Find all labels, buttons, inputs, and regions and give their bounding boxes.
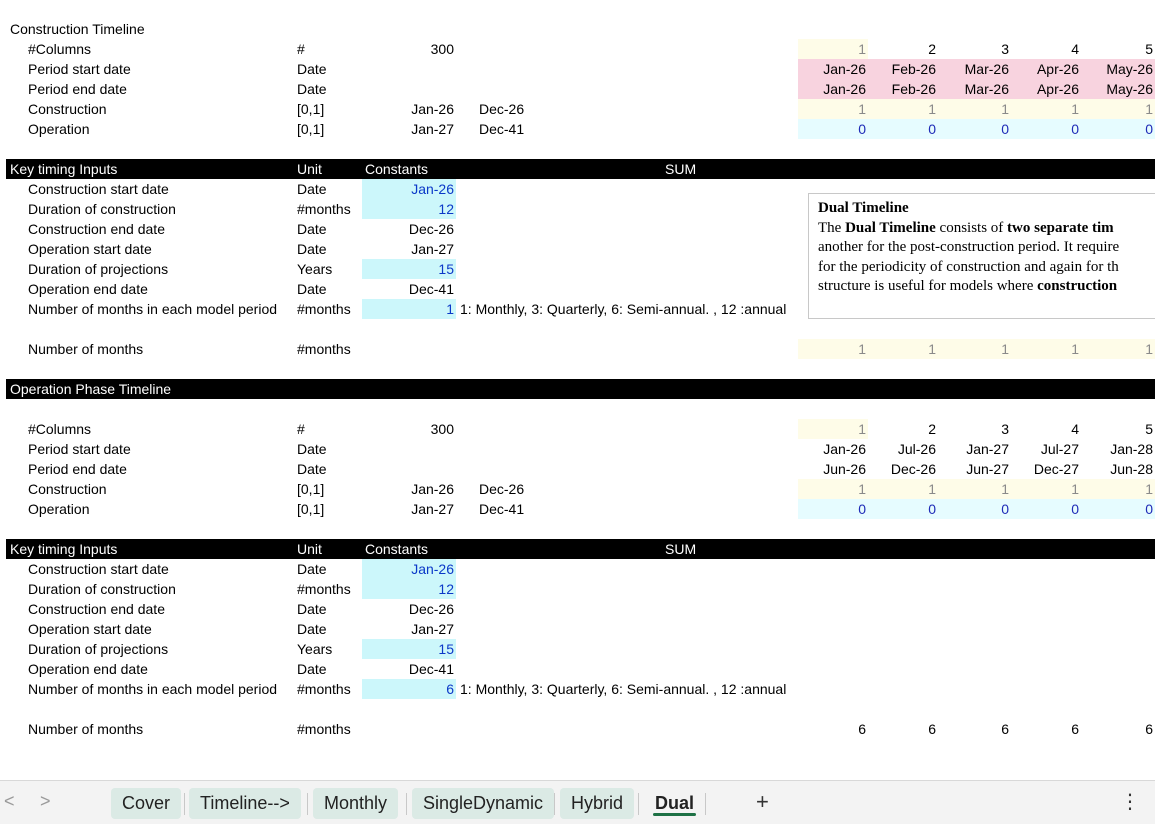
tab-dual-label: Dual xyxy=(655,793,695,813)
period-cell[interactable]: Jan-28 xyxy=(1110,441,1153,457)
row-label[interactable]: Duration of projections xyxy=(28,641,169,657)
row-label[interactable]: Period end date xyxy=(28,461,127,477)
period-cell[interactable]: Jan-27 xyxy=(966,441,1009,457)
timeline-row xyxy=(0,79,1155,99)
header-constants[interactable]: Constants xyxy=(365,161,429,177)
row-label[interactable]: Construction end date xyxy=(28,221,165,237)
period-note[interactable]: 1: Monthly, 3: Quarterly, 6: Semi-annual. , 12 :annual xyxy=(460,301,787,317)
period-cell[interactable]: May-26 xyxy=(1081,79,1155,99)
sheet-tab-bar xyxy=(0,780,1155,824)
tab-divider xyxy=(307,793,308,815)
period-cell[interactable]: 1 xyxy=(798,479,868,499)
row-unit[interactable]: Date xyxy=(297,441,327,457)
row-unit[interactable]: [0,1] xyxy=(297,501,325,517)
period-cell[interactable]: Feb-26 xyxy=(868,59,938,79)
comment-text: consists of xyxy=(935,219,1008,236)
calc-cell[interactable]: Dec-41 xyxy=(408,661,454,677)
row-label[interactable]: Period end date xyxy=(28,81,127,97)
input-cell[interactable]: 12 xyxy=(362,199,456,219)
period-cell[interactable]: 1 xyxy=(868,479,938,499)
tab-divider xyxy=(705,793,706,815)
row-unit[interactable]: #months xyxy=(297,201,351,217)
row-label[interactable]: Operation end date xyxy=(28,661,148,677)
constant-cell[interactable] xyxy=(362,459,454,479)
period-cell[interactable]: 1 xyxy=(938,479,1011,499)
constant-cell[interactable]: 300 xyxy=(430,421,454,437)
timeline-row xyxy=(0,499,1155,519)
comment-text-bold: two separate tim xyxy=(1007,219,1114,236)
comment-text: structure is useful for models where xyxy=(818,278,1038,294)
dual-timeline-comment[interactable] xyxy=(808,193,1155,319)
tab-divider xyxy=(638,793,639,815)
period-cell[interactable]: 0 xyxy=(938,119,1011,139)
period-cell[interactable]: 6 xyxy=(928,721,936,737)
constant-cell[interactable]: 300 xyxy=(430,41,454,57)
row-label[interactable]: Duration of construction xyxy=(28,201,176,217)
number-of-months-row xyxy=(0,339,1155,359)
tab-timeline[interactable]: Timeline--> xyxy=(189,788,301,819)
section-title[interactable]: Construction Timeline xyxy=(10,21,145,37)
header-sum[interactable]: SUM xyxy=(665,161,697,177)
period-cell[interactable]: 4 xyxy=(1071,421,1079,437)
comment-text-bold: Dual Timeline xyxy=(845,219,936,236)
period-cell[interactable]: 1 xyxy=(868,99,938,119)
tab-divider xyxy=(554,793,555,815)
period-cell[interactable]: 6 xyxy=(1145,721,1153,737)
period-note[interactable]: 1: Monthly, 3: Quarterly, 6: Semi-annual. , 12 :annual xyxy=(460,681,787,697)
row-unit[interactable]: Date xyxy=(297,221,327,237)
period-cell[interactable]: 0 xyxy=(868,499,938,519)
header-unit[interactable]: Unit xyxy=(297,541,322,557)
key-timing-header xyxy=(6,159,1155,179)
header-label[interactable]: Key timing Inputs xyxy=(10,161,118,177)
row-label[interactable]: Number of months xyxy=(28,721,144,737)
input-cell[interactable]: Jan-26 xyxy=(362,559,456,579)
operation-phase-header xyxy=(6,379,1155,399)
period-cell[interactable]: 0 xyxy=(938,499,1011,519)
key-timing-row xyxy=(0,579,1155,599)
row-unit[interactable]: [0,1] xyxy=(297,101,325,117)
constant-cell[interactable]: Jan-27 xyxy=(411,121,454,137)
constant-cell[interactable]: Jan-26 xyxy=(411,481,454,497)
key-timing-row xyxy=(0,599,1155,619)
period-cell[interactable]: Jan-26 xyxy=(798,59,868,79)
row-label[interactable]: Construction xyxy=(28,481,107,497)
row-label[interactable]: Operation end date xyxy=(28,281,148,297)
timeline-row xyxy=(0,99,1155,119)
row-unit[interactable]: Date xyxy=(297,181,327,197)
key-timing-row xyxy=(0,659,1155,679)
period-cell[interactable]: 5 xyxy=(1145,41,1153,57)
tab-monthly[interactable]: Monthly xyxy=(313,788,398,819)
period-cell[interactable]: 0 xyxy=(1011,119,1081,139)
period-cell[interactable]: Jul-26 xyxy=(897,441,936,457)
period-cell[interactable]: Jan-26 xyxy=(798,79,868,99)
input-cell[interactable]: 15 xyxy=(362,259,456,279)
active-tab-underline xyxy=(653,813,696,816)
period-cell[interactable]: 3 xyxy=(1001,421,1009,437)
row-unit[interactable]: Years xyxy=(297,641,333,657)
calc-cell[interactable]: Jan-27 xyxy=(411,241,454,257)
tab-singledynamic[interactable]: SingleDynamic xyxy=(412,788,554,819)
row-label[interactable]: Construction start date xyxy=(28,561,169,577)
period-cell[interactable]: 1 xyxy=(938,339,1011,359)
row-label[interactable]: Construction end date xyxy=(28,601,165,617)
row-unit[interactable]: #months xyxy=(297,681,351,697)
period-cell[interactable]: Mar-26 xyxy=(938,59,1011,79)
key-timing-row xyxy=(0,639,1155,659)
end-cell[interactable]: Dec-41 xyxy=(479,121,525,137)
period-cell[interactable]: 0 xyxy=(1081,119,1155,139)
row-label[interactable]: #Columns xyxy=(28,421,92,437)
row-unit[interactable]: # xyxy=(297,421,305,437)
tab-cover[interactable]: Cover xyxy=(111,788,181,819)
period-cell[interactable]: Mar-26 xyxy=(938,79,1011,99)
row-label[interactable]: Number of months in each model period xyxy=(28,301,278,317)
period-cell[interactable]: May-26 xyxy=(1081,59,1155,79)
input-cell[interactable]: 15 xyxy=(362,639,456,659)
row-unit[interactable]: Date xyxy=(297,561,327,577)
timeline-row xyxy=(0,39,1155,59)
row-label[interactable]: Period start date xyxy=(28,441,131,457)
section-title[interactable]: Operation Phase Timeline xyxy=(10,381,172,397)
row-label[interactable]: Construction start date xyxy=(28,181,169,197)
period-cell[interactable]: Jun-28 xyxy=(1110,461,1153,477)
row-unit[interactable]: #months xyxy=(297,581,351,597)
period-cell[interactable]: 2 xyxy=(928,421,936,437)
timeline-row xyxy=(0,459,1155,479)
period-cell[interactable]: Dec-26 xyxy=(890,461,936,477)
row-unit[interactable]: [0,1] xyxy=(297,121,325,137)
timeline-row xyxy=(0,419,1155,439)
number-of-months-row-2 xyxy=(0,719,1155,739)
row-label[interactable]: Duration of construction xyxy=(28,581,176,597)
key-timing-row xyxy=(0,559,1155,579)
row-label[interactable]: Duration of projections xyxy=(28,261,169,277)
period-cell[interactable]: 2 xyxy=(928,41,936,57)
period-cell[interactable]: 1 xyxy=(1011,479,1081,499)
key-timing-row xyxy=(0,679,1155,699)
period-cell[interactable]: 1 xyxy=(798,419,868,439)
add-sheet-icon[interactable]: + xyxy=(756,789,769,814)
period-cell[interactable]: Jun-27 xyxy=(966,461,1009,477)
header-unit[interactable]: Unit xyxy=(297,161,322,177)
input-cell[interactable]: 12 xyxy=(362,579,456,599)
row-unit[interactable]: Date xyxy=(297,601,327,617)
calc-cell[interactable]: Dec-26 xyxy=(408,601,454,617)
period-cell[interactable]: 6 xyxy=(1071,721,1079,737)
input-cell[interactable]: 6 xyxy=(362,679,456,699)
period-cell[interactable]: 1 xyxy=(1011,339,1081,359)
period-cell[interactable]: Feb-26 xyxy=(868,79,938,99)
row-label[interactable]: Number of months xyxy=(28,341,144,357)
period-cell[interactable]: Dec-27 xyxy=(1033,461,1079,477)
timeline-row xyxy=(0,59,1155,79)
timeline-row xyxy=(0,119,1155,139)
more-options-icon[interactable]: ⋮ xyxy=(1120,791,1140,813)
row-label[interactable]: #Columns xyxy=(28,41,92,57)
period-cell[interactable]: 3 xyxy=(1001,41,1009,57)
period-cell[interactable]: 1 xyxy=(1081,479,1155,499)
period-cell[interactable]: 1 xyxy=(1081,99,1155,119)
row-unit[interactable]: Date xyxy=(297,241,327,257)
row-unit[interactable]: Date xyxy=(297,81,327,97)
comment-title: Dual Timeline xyxy=(818,200,909,216)
period-cell[interactable]: 5 xyxy=(1145,421,1153,437)
row-label[interactable]: Construction xyxy=(28,101,107,117)
period-cell[interactable]: 1 xyxy=(798,339,868,359)
period-cell[interactable]: 1 xyxy=(1081,339,1155,359)
row-unit[interactable]: #months xyxy=(297,301,351,317)
period-cell[interactable]: 0 xyxy=(1081,499,1155,519)
period-cell[interactable]: 0 xyxy=(798,119,868,139)
key-timing-header-2 xyxy=(6,539,1155,559)
period-cell[interactable]: 1 xyxy=(798,39,868,59)
calc-cell[interactable]: Jan-27 xyxy=(411,621,454,637)
tab-divider xyxy=(184,793,185,815)
period-cell[interactable]: 1 xyxy=(938,99,1011,119)
row-unit[interactable]: Date xyxy=(297,461,327,477)
construction-timeline-title-row xyxy=(0,19,1155,39)
period-cell[interactable]: 1 xyxy=(1011,99,1081,119)
header-sum[interactable]: SUM xyxy=(665,541,697,557)
timeline-row xyxy=(0,439,1155,459)
row-unit[interactable]: Date xyxy=(297,621,327,637)
row-unit[interactable]: [0,1] xyxy=(297,481,325,497)
row-label[interactable]: Operation start date xyxy=(28,241,152,257)
period-cell[interactable]: 1 xyxy=(868,339,938,359)
comment-text: another for the post-construction period. It require xyxy=(818,239,1120,255)
header-constants[interactable]: Constants xyxy=(365,541,429,557)
constant-cell[interactable]: Jan-27 xyxy=(411,501,454,517)
constant-cell[interactable] xyxy=(362,59,454,79)
period-cell[interactable]: 0 xyxy=(798,499,868,519)
period-cell[interactable]: Apr-26 xyxy=(1011,59,1081,79)
constant-cell[interactable]: Jan-26 xyxy=(411,101,454,117)
end-cell[interactable]: Dec-26 xyxy=(479,481,525,497)
constant-cell[interactable] xyxy=(362,79,454,99)
constant-cell[interactable] xyxy=(362,439,454,459)
tab-hybrid[interactable]: Hybrid xyxy=(560,788,634,819)
row-unit[interactable]: Date xyxy=(297,661,327,677)
period-cell[interactable]: Jul-27 xyxy=(1040,441,1079,457)
period-cell[interactable]: 0 xyxy=(868,119,938,139)
period-cell[interactable]: Jun-26 xyxy=(823,461,866,477)
period-cell[interactable]: Jan-26 xyxy=(823,441,866,457)
comment-text: for the periodicity of construction and again for th xyxy=(818,258,1119,275)
period-cell[interactable]: Apr-26 xyxy=(1011,79,1081,99)
row-unit[interactable]: Date xyxy=(297,281,327,297)
row-label[interactable]: Operation xyxy=(28,501,90,517)
row-label[interactable]: Period start date xyxy=(28,61,131,77)
row-label[interactable]: Operation start date xyxy=(28,621,152,637)
row-unit[interactable]: #months xyxy=(297,341,351,357)
timeline-row xyxy=(0,479,1155,499)
row-unit[interactable]: Years xyxy=(297,261,333,277)
period-cell[interactable]: 4 xyxy=(1071,41,1079,57)
tab-divider xyxy=(406,793,407,815)
comment-text: The xyxy=(818,219,846,236)
period-cell[interactable]: 6 xyxy=(1001,721,1009,737)
row-unit[interactable]: #months xyxy=(297,721,351,737)
comment-text-bold: construction xyxy=(1037,278,1118,294)
row-label[interactable]: Operation xyxy=(28,121,90,137)
period-cell[interactable]: 1 xyxy=(798,99,868,119)
key-timing-row xyxy=(0,619,1155,639)
next-sheet-icon[interactable]: > xyxy=(40,791,51,811)
calc-cell[interactable]: Dec-41 xyxy=(408,281,454,297)
period-cell[interactable]: 6 xyxy=(858,721,866,737)
row-label[interactable]: Number of months in each model period xyxy=(28,681,278,697)
header-label[interactable]: Key timing Inputs xyxy=(10,541,118,557)
tab-dual[interactable] xyxy=(644,788,705,819)
input-cell[interactable]: 1 xyxy=(362,299,456,319)
prev-sheet-icon[interactable]: < xyxy=(4,791,15,811)
row-unit[interactable]: # xyxy=(297,41,305,57)
period-cell[interactable]: 0 xyxy=(1011,499,1081,519)
end-cell[interactable]: Dec-41 xyxy=(479,501,525,517)
calc-cell[interactable]: Dec-26 xyxy=(408,221,454,237)
row-unit[interactable]: Date xyxy=(297,61,327,77)
end-cell[interactable]: Dec-26 xyxy=(479,101,525,117)
input-cell[interactable]: Jan-26 xyxy=(362,179,456,199)
